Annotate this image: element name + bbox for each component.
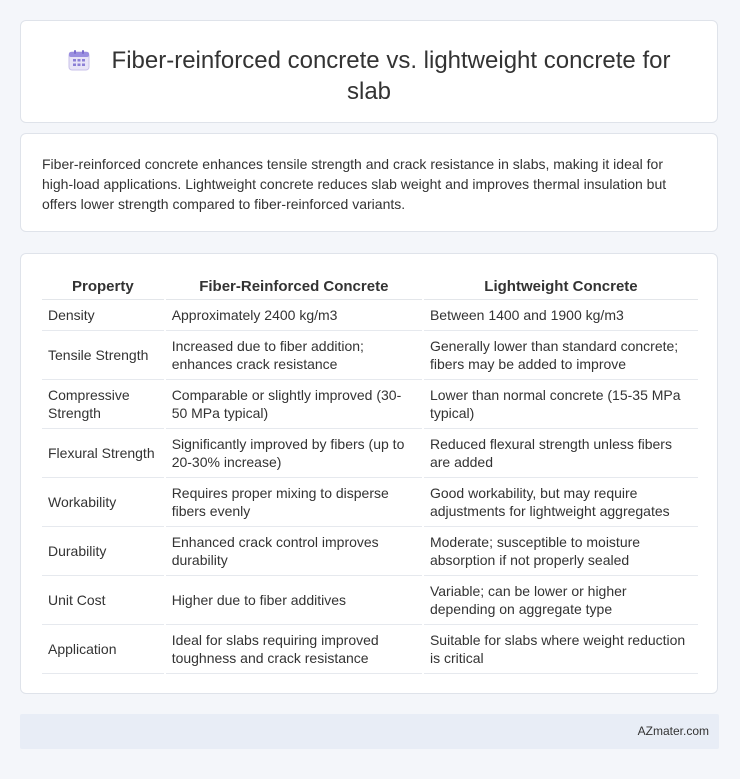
header-lightweight: Lightweight Concrete — [423, 273, 698, 300]
cell-property: Durability — [42, 527, 165, 576]
cell-lightweight: Generally lower than standard concrete; fibers may be added to improve — [423, 331, 698, 380]
cell-property: Unit Cost — [42, 576, 165, 625]
table-row — [42, 527, 698, 576]
header-fiber-reinforced: Fiber-Reinforced Concrete — [165, 273, 423, 300]
table-header-row — [42, 273, 698, 300]
calendar-icon — [68, 49, 90, 71]
table-row — [42, 478, 698, 527]
cell-property: Tensile Strength — [42, 331, 165, 380]
header-property: Property — [42, 273, 165, 300]
cell-fiber-reinforced: Higher due to fiber additives — [165, 576, 423, 625]
description-text: Fiber-reinforced concrete enhances tensile strength and crack resistance in slabs, making it ideal for high-load applications. Lightweight concrete reduces slab weight and improves thermal insulation but offers lower strength compared to fiber-reinforced variants. — [42, 156, 667, 212]
title-card — [20, 20, 718, 123]
cell-fiber-reinforced: Ideal for slabs requiring improved toughness and crack resistance — [165, 625, 423, 674]
title-wrap — [61, 45, 677, 107]
table-row — [42, 331, 698, 380]
comparison-card — [20, 253, 718, 694]
cell-lightweight: Reduced flexural strength unless fibers are added — [423, 429, 698, 478]
comparison-table — [42, 273, 698, 674]
cell-property: Flexural Strength — [42, 429, 165, 478]
cell-property: Workability — [42, 478, 165, 527]
page-title — [68, 47, 671, 105]
cell-fiber-reinforced: Enhanced crack control improves durability — [165, 527, 423, 576]
cell-fiber-reinforced: Increased due to fiber addition; enhances crack resistance — [165, 331, 423, 380]
cell-fiber-reinforced: Comparable or slightly improved (30-50 MPa typical) — [165, 380, 423, 429]
cell-lightweight: Suitable for slabs where weight reduction is critical — [423, 625, 698, 674]
cell-lightweight: Moderate; susceptible to moisture absorption if not properly sealed — [423, 527, 698, 576]
cell-fiber-reinforced: Significantly improved by fibers (up to 20-30% increase) — [165, 429, 423, 478]
description-card — [20, 133, 718, 232]
page-title-text: Fiber-reinforced concrete vs. lightweight concrete for slab — [111, 47, 671, 105]
cell-fiber-reinforced: Approximately 2400 kg/m3 — [165, 300, 423, 331]
cell-lightweight: Good workability, but may require adjustments for lightweight aggregates — [423, 478, 698, 527]
table-row — [42, 429, 698, 478]
cell-fiber-reinforced: Requires proper mixing to disperse fibers evenly — [165, 478, 423, 527]
cell-lightweight: Between 1400 and 1900 kg/m3 — [423, 300, 698, 331]
table-row — [42, 300, 698, 331]
table-row — [42, 625, 698, 674]
table-row — [42, 576, 698, 625]
table-row — [42, 380, 698, 429]
footer-source: AZmater.com — [637, 724, 709, 738]
cell-property: Compressive Strength — [42, 380, 165, 429]
cell-property: Application — [42, 625, 165, 674]
cell-lightweight: Lower than normal concrete (15-35 MPa typical) — [423, 380, 698, 429]
cell-property: Density — [42, 300, 165, 331]
cell-lightweight: Variable; can be lower or higher depending on aggregate type — [423, 576, 698, 625]
footer-bar — [20, 714, 719, 749]
